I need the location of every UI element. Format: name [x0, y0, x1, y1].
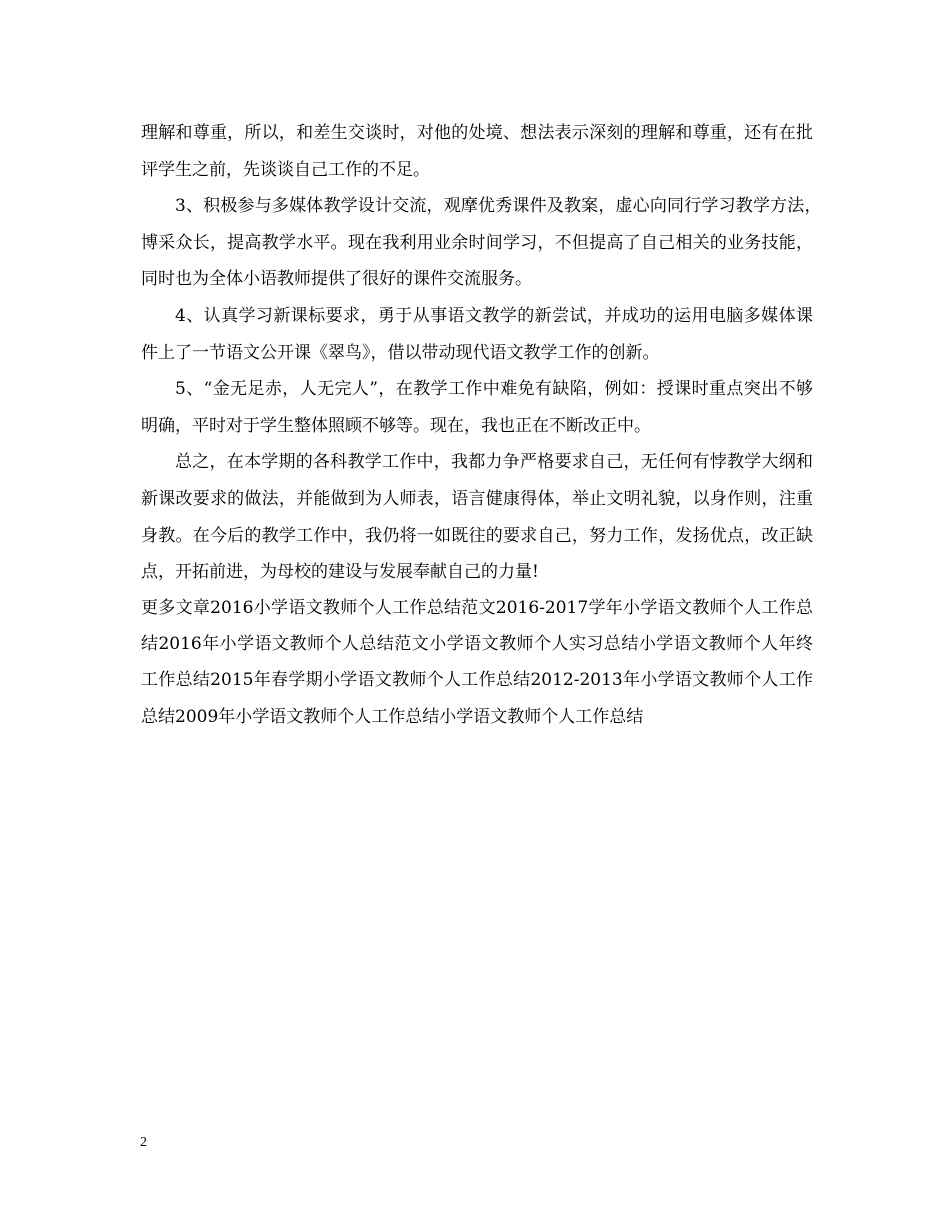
related-articles-text: 更多文章2016小学语文教师个人工作总结范文2016-2017学年小学语文教师个人工作总结2016年小学语文教师个人总结范文小学语文教师个人实习总结小学语文教师个人年终工作总结2015年春学期小学语文教师个人工作总结2012-2013年小学语文教师个人工作总结2009年小学语文教师个人工作总结小学语文教师个人工作总结: [141, 597, 813, 727]
paragraph-continuation: 理解和尊重，所以，和差生交谈时，对他的处境、想法表示深刻的理解和尊重，还有在批评学生之前，先谈谈自己工作的不足。: [141, 123, 813, 180]
paragraph-item-3: 3、积极参与多媒体教学设计交流，观摩优秀课件及教案，虚心向同行学习教学方法， 博采众长，提高教学水平。现在我利用业余时间学习，不但提高了自己相关的业务技能，同时也为全体小语教师提供了很好的课件交流服务。: [141, 196, 830, 290]
paragraph-item-5: 5、“金无足赤，人无完人”，在教学工作中难免有缺陷，例如：授课时重点突出不够明确，平时对于学生整体照顾不够等。现在，我也正在不断改正中。: [141, 379, 813, 436]
page-number: 2: [140, 1135, 147, 1150]
document-body: [141, 115, 830, 735]
paragraph-summary: 总之，在本学期的各科教学工作中，我都力争严格要求自己，无任何有悖教学大纲和新课改要求的做法，并能做到为人师表，语言健康得体，举止文明礼貌，以身作则，注重身教。在今后的教学工作中，我仍将一如既往的要求自己，努力工作，发扬优点，改正缺点，开拓前进，为母校的建设与发展奉献自己的力量!: [141, 452, 813, 583]
paragraph-item-4: 4、认真学习新课标要求，勇于从事语文教学的新尝试，并成功的运用电脑多媒体课件上了一节语文公开课《翠鸟》，借以带动现代语文教学工作的创新。: [141, 305, 813, 363]
